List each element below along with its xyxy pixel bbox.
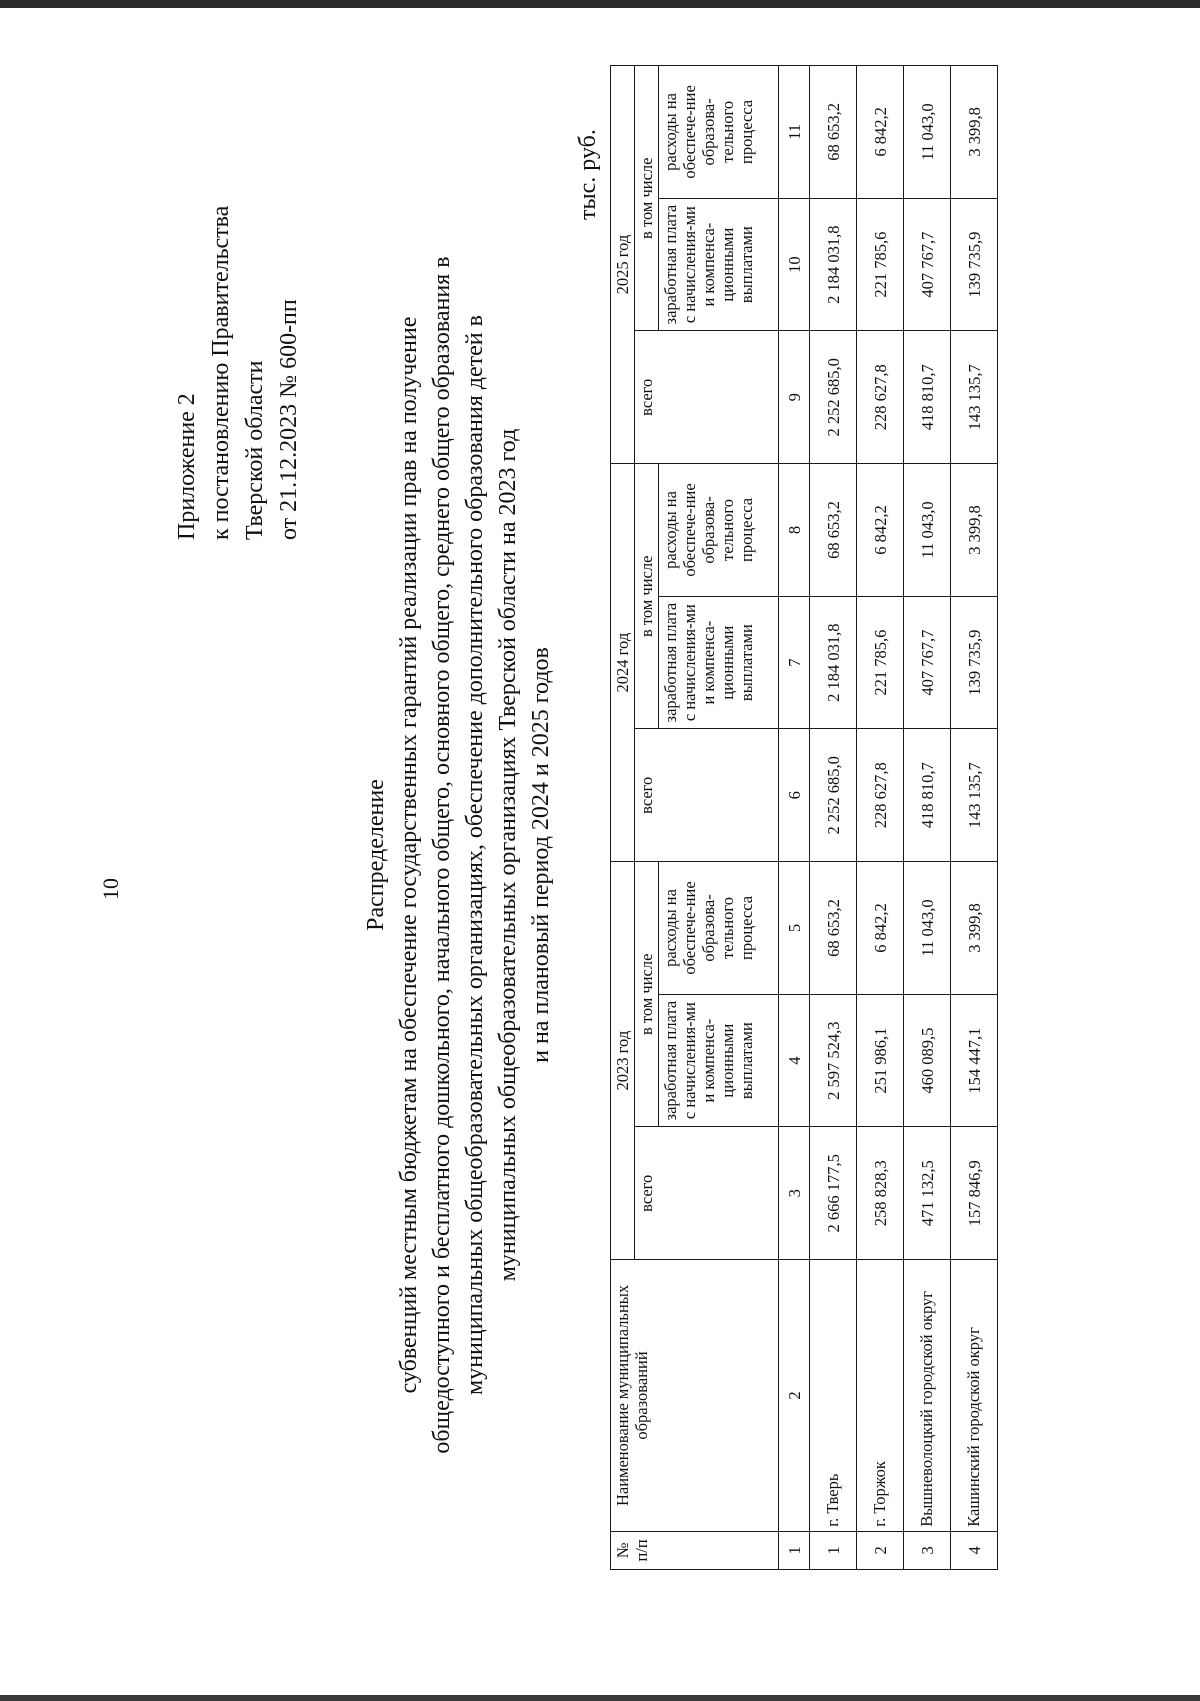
header-expenses-2025: расходы на обеспече-ние образова-тельного процесса bbox=[659, 66, 779, 199]
row-number: 3 bbox=[904, 1531, 951, 1569]
cell-2025-salary: 2 184 031,8 bbox=[810, 198, 857, 331]
header-total-2024: всего bbox=[635, 729, 779, 862]
header-num: № п/п bbox=[611, 1531, 779, 1569]
cell-2023-expenses: 6 842,2 bbox=[857, 862, 904, 995]
column-number: 5 bbox=[779, 862, 810, 995]
cell-2023-expenses: 11 043,0 bbox=[904, 862, 951, 995]
appendix-line-4: от 21.12.2023 № 600-пп bbox=[276, 299, 302, 540]
column-number: 8 bbox=[779, 464, 810, 597]
cell-2024-expenses: 3 399,8 bbox=[951, 464, 998, 597]
cell-2024-total: 143 135,7 bbox=[951, 729, 998, 862]
cell-2024-total: 228 627,8 bbox=[857, 729, 904, 862]
cell-2024-total: 2 252 685,0 bbox=[810, 729, 857, 862]
column-number: 2 bbox=[779, 1260, 810, 1532]
header-total-2025: всего bbox=[635, 331, 779, 464]
appendix-line-3: Тверской области bbox=[242, 360, 268, 540]
column-number: 11 bbox=[779, 66, 810, 199]
cell-2025-total: 143 135,7 bbox=[951, 331, 998, 464]
cell-2023-salary: 154 447,1 bbox=[951, 994, 998, 1127]
cell-2024-expenses: 11 043,0 bbox=[904, 464, 951, 597]
cell-2025-salary: 407 767,7 bbox=[904, 198, 951, 331]
header-salary-2023: заработная плата с начисления-ми и компенса-ционными выплатами bbox=[659, 994, 779, 1127]
cell-2025-total: 228 627,8 bbox=[857, 331, 904, 464]
header-salary-2025: заработная плата с начисления-ми и компенса-ционными выплатами bbox=[659, 198, 779, 331]
cell-2024-salary: 221 785,6 bbox=[857, 596, 904, 729]
cell-2023-total: 2 666 177,5 bbox=[810, 1127, 857, 1260]
cell-2023-total: 258 828,3 bbox=[857, 1127, 904, 1260]
cell-2023-expenses: 3 399,8 bbox=[951, 862, 998, 995]
cell-2023-salary: 460 089,5 bbox=[904, 994, 951, 1127]
distribution-table bbox=[610, 65, 998, 1570]
cell-2025-salary: 221 785,6 bbox=[857, 198, 904, 331]
header-row-years bbox=[611, 66, 635, 1570]
cell-2025-salary: 139 735,9 bbox=[951, 198, 998, 331]
cell-2025-expenses: 68 653,2 bbox=[810, 66, 857, 199]
header-year-2025: 2025 год bbox=[611, 66, 635, 464]
column-number: 7 bbox=[779, 596, 810, 729]
header-expenses-2023: расходы на обеспече-ние образова-тельного процесса bbox=[659, 862, 779, 995]
cell-2024-expenses: 6 842,2 bbox=[857, 464, 904, 597]
header-expenses-2024: расходы на обеспече-ние образова-тельного процесса bbox=[659, 464, 779, 597]
title-line-3: муниципальных общеобразовательных организациях, обеспечение дополнительного образования детей в bbox=[462, 315, 488, 1395]
cell-2024-total: 418 810,7 bbox=[904, 729, 951, 862]
title-line-1: субвенций местным бюджетам на обеспечение государственных гарантий реализации прав на получение bbox=[396, 316, 422, 1394]
cell-2025-total: 418 810,7 bbox=[904, 331, 951, 464]
cell-2023-total: 471 132,5 bbox=[904, 1127, 951, 1260]
cell-2024-salary: 139 735,9 bbox=[951, 596, 998, 729]
row-number: 4 bbox=[951, 1531, 998, 1569]
title-line-5: и на плановый период 2024 и 2025 годов bbox=[528, 647, 554, 1063]
document-page bbox=[30, 60, 1170, 1670]
title-line-4: муниципальных общеобразовательных организациях Тверской области на 2023 год bbox=[495, 428, 521, 1282]
title-heading: Распределение bbox=[363, 779, 389, 931]
cell-2023-salary: 2 597 524,3 bbox=[810, 994, 857, 1127]
cell-2025-expenses: 11 043,0 bbox=[904, 66, 951, 199]
column-number: 3 bbox=[779, 1127, 810, 1260]
cell-2023-salary: 251 986,1 bbox=[857, 994, 904, 1127]
header-including-2023: в том числе bbox=[635, 862, 659, 1127]
header-name: Наименование муниципальных образований bbox=[611, 1260, 779, 1532]
header-total-2023: всего bbox=[635, 1127, 779, 1260]
document-title bbox=[360, 160, 558, 1550]
cell-2023-total: 157 846,9 bbox=[951, 1127, 998, 1260]
cell-2025-expenses: 3 399,8 bbox=[951, 66, 998, 199]
header-year-2023: 2023 год bbox=[611, 862, 635, 1260]
appendix-block bbox=[170, 206, 306, 540]
municipality-name: г. Тверь bbox=[810, 1260, 857, 1532]
column-number: 10 bbox=[779, 198, 810, 331]
municipality-name: Вышневолоцкий городской округ bbox=[904, 1260, 951, 1532]
column-number: 1 bbox=[779, 1531, 810, 1569]
table-row bbox=[904, 66, 951, 1570]
units-label: тыс. руб. bbox=[575, 129, 601, 220]
municipality-name: Кашинский городской округ bbox=[951, 1260, 998, 1532]
row-number: 2 bbox=[857, 1531, 904, 1569]
header-including-2025: в том числе bbox=[635, 66, 659, 331]
cell-2025-total: 2 252 685,0 bbox=[810, 331, 857, 464]
table-row bbox=[951, 66, 998, 1570]
appendix-line-1: Приложение 2 bbox=[174, 393, 200, 540]
table-row bbox=[857, 66, 904, 1570]
column-number-row bbox=[779, 66, 810, 1570]
column-number: 4 bbox=[779, 994, 810, 1127]
header-including-2024: в том числе bbox=[635, 464, 659, 729]
scan-bottom-edge bbox=[0, 1695, 1200, 1701]
column-number: 9 bbox=[779, 331, 810, 464]
column-number: 6 bbox=[779, 729, 810, 862]
cell-2024-salary: 2 184 031,8 bbox=[810, 596, 857, 729]
municipality-name: г. Торжок bbox=[857, 1260, 904, 1532]
header-salary-2024: заработная плата с начисления-ми и компенса-ционными выплатами bbox=[659, 596, 779, 729]
row-number: 1 bbox=[810, 1531, 857, 1569]
table-row bbox=[810, 66, 857, 1570]
cell-2025-expenses: 6 842,2 bbox=[857, 66, 904, 199]
title-line-2: общедоступного и бесплатного дошкольного, начального общего, основного общего, среднего общего образования в bbox=[429, 256, 455, 1454]
scan-top-edge bbox=[0, 0, 1200, 8]
header-year-2024: 2024 год bbox=[611, 464, 635, 862]
cell-2024-salary: 407 767,7 bbox=[904, 596, 951, 729]
appendix-line-2: к постановлению Правительства bbox=[208, 205, 234, 540]
cell-2024-expenses: 68 653,2 bbox=[810, 464, 857, 597]
page-number: 10 bbox=[98, 878, 123, 900]
cell-2023-expenses: 68 653,2 bbox=[810, 862, 857, 995]
